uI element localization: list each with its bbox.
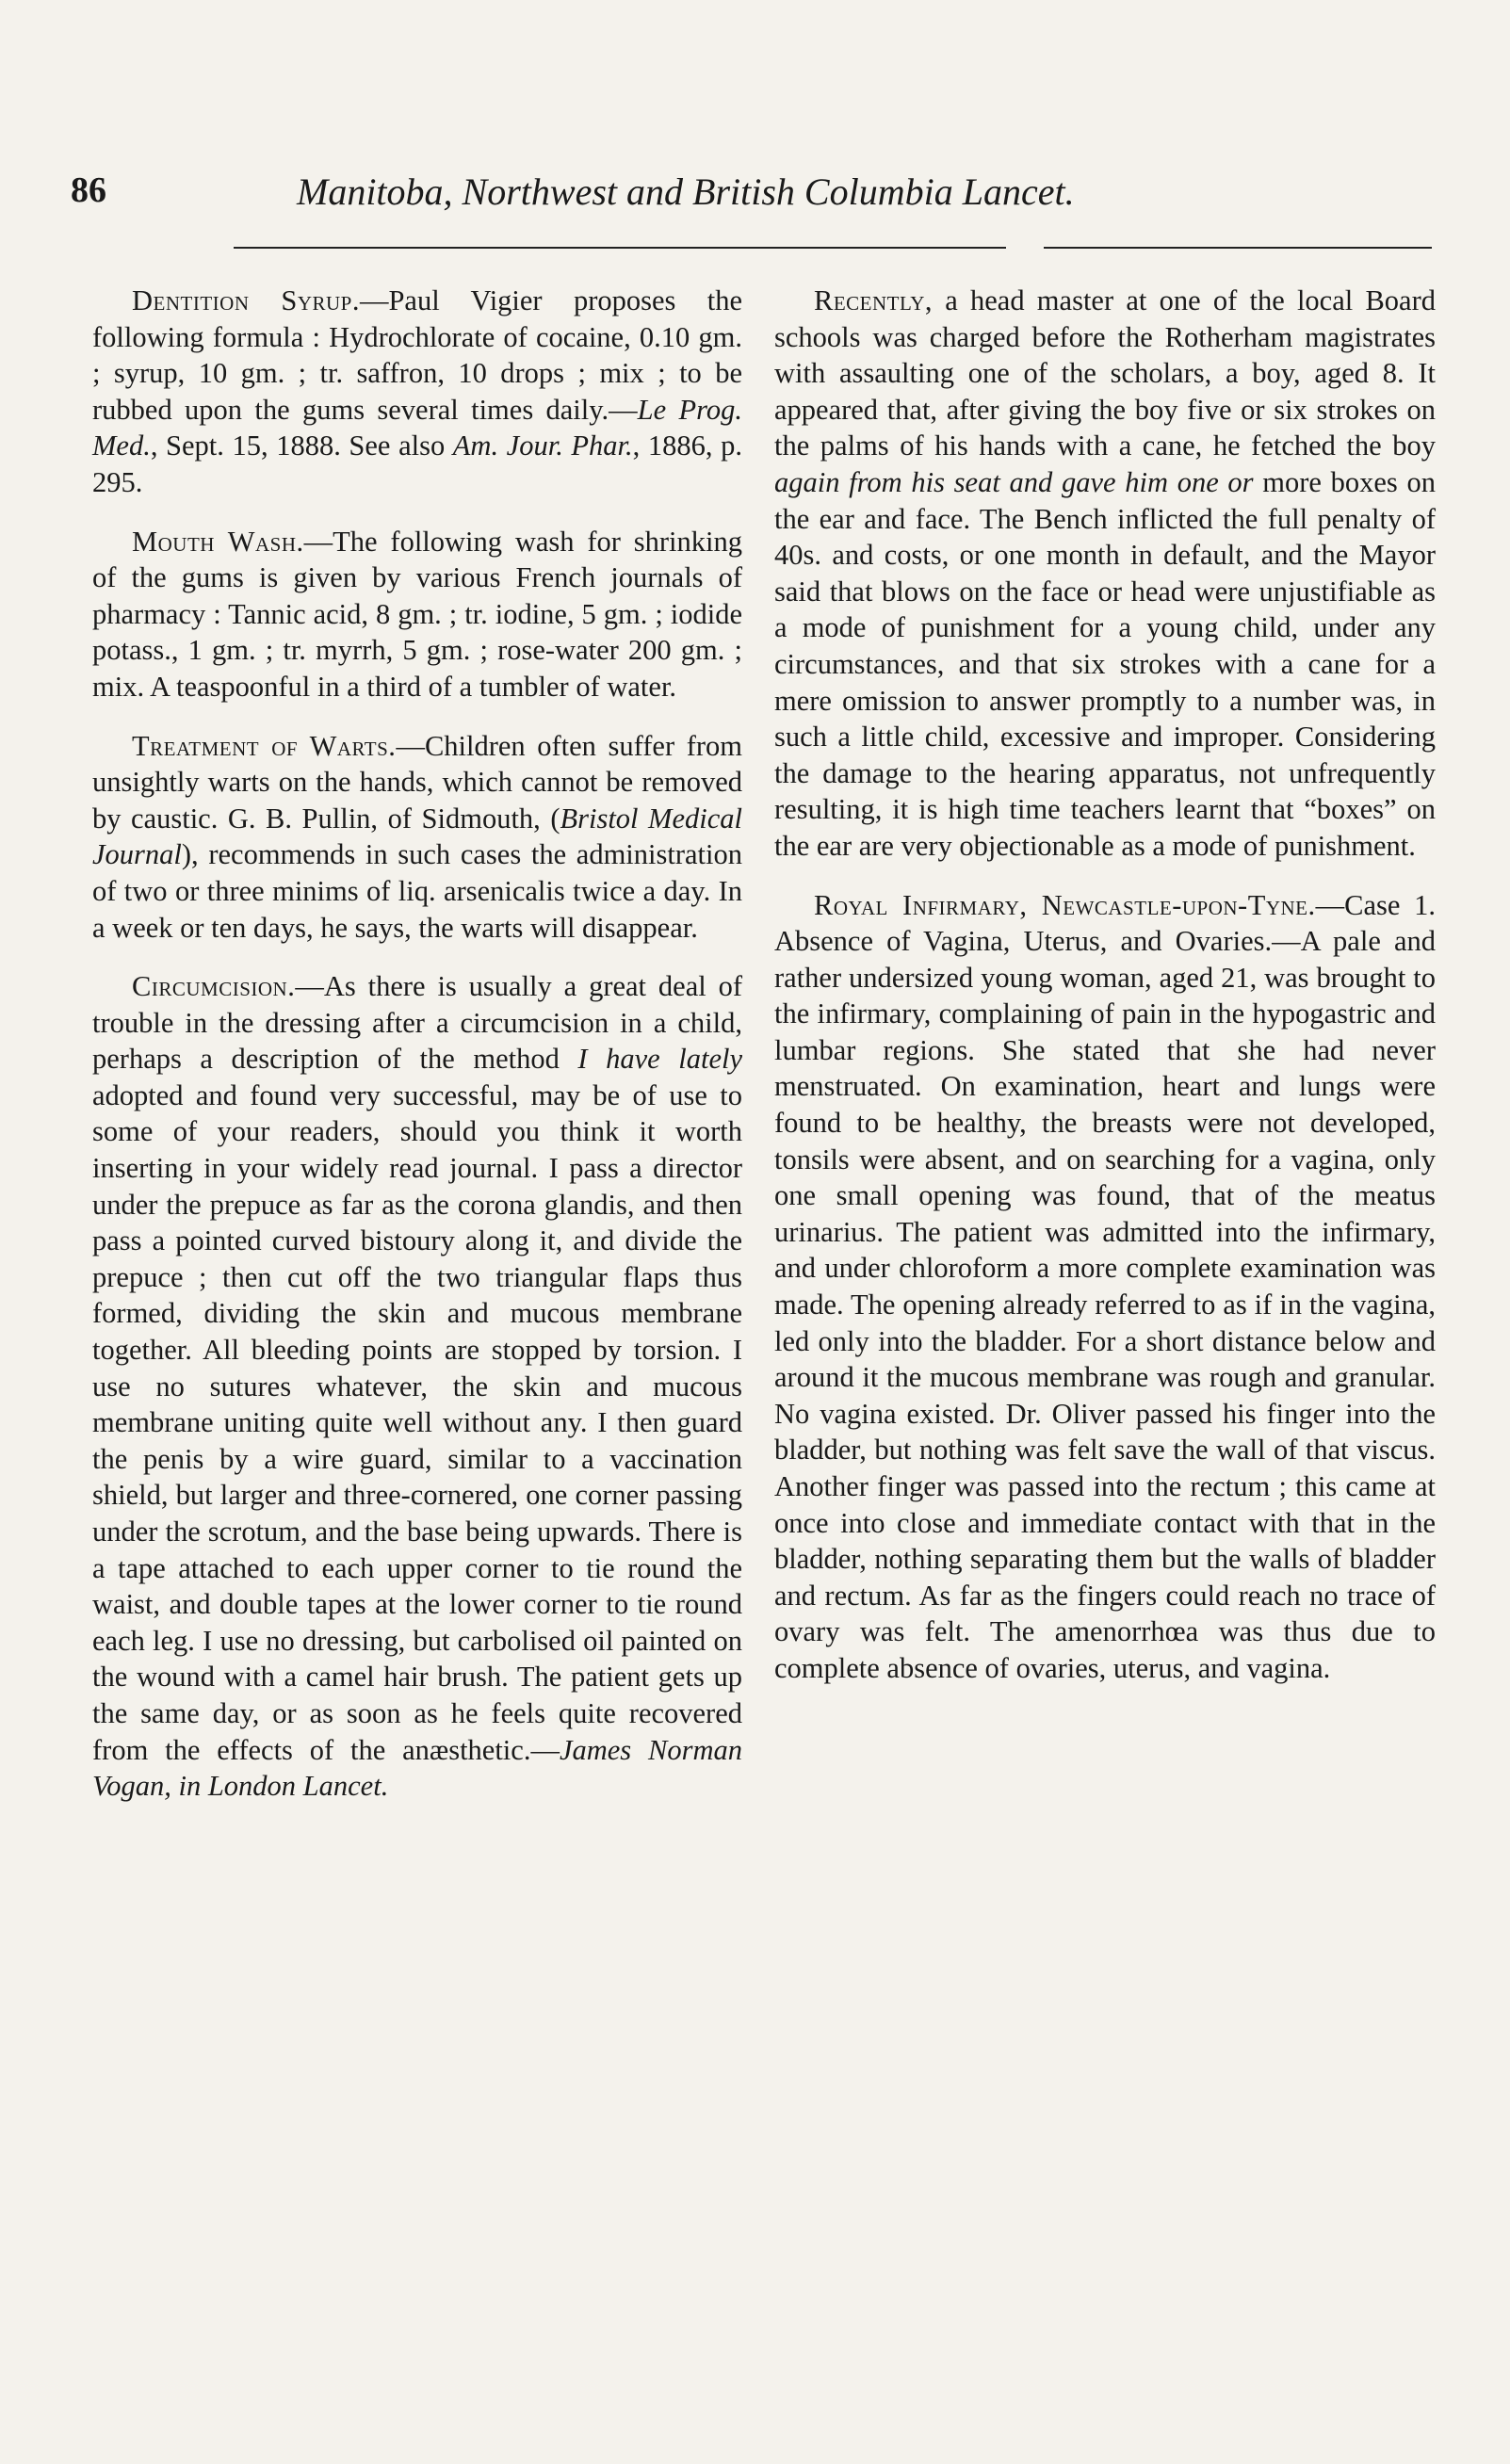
header-rule-left [234, 247, 1006, 249]
article-text: —Paul Vigier proposes the following formula : Hydrochlorate of cocaine, 0.10 gm. ; syrup, 10 gm. ; tr. saffron, 10 drops ; mix ; to be rubbed upon the gums several times daily.— [92, 284, 742, 426]
citation: James Norman Vogan, in London Lancet. [92, 1733, 742, 1803]
page-header [71, 170, 1437, 226]
left-column [92, 283, 742, 1827]
article-text: , Sept. 15, 1888. See also [150, 430, 453, 462]
right-column [774, 283, 1436, 1710]
article-text: ), recommends in such cases the administration of two or three minims of liq. arsenicalis twice a day. In a week or ten days, he says, the warts will disappear. [92, 838, 742, 944]
article-text: —As there is usually a great deal of trouble in the dressing after a circumcision in a child, perhaps a description of the method [92, 970, 742, 1076]
article-text: —The following wash for shrinking of the gums is given by various French journals of pharmacy : Tannic acid, 8 gm. ; tr. iodine, 5 gm. ; iodide potass., 1 gm. ; tr. myrrh, 5 gm. ; rose-water 200 gm. ; mix. A teaspoonful in a third of a tumbler of water. [92, 525, 742, 703]
article-heading: Circumcision. [132, 970, 296, 1003]
citation: Am. Jour. Phar. [452, 430, 633, 462]
header-rule-right [1044, 247, 1432, 249]
article-heading: Mouth Wash. [132, 525, 304, 558]
article-heading: Royal Infirmary, Newcastle-upon-Tyne. [814, 888, 1316, 921]
citation: Le Prog. Med. [92, 393, 742, 462]
article-circumcision [92, 968, 742, 1805]
running-title: Manitoba, Northwest and British Columbia Lancet. [297, 170, 1075, 213]
article-heading: Treatment of Warts. [132, 729, 397, 762]
article-text: adopted and found very successful, may be of use to some of your readers, should you think it worth inserting in your widely read journal. I pass a director under the prepuce as far as the corona glandis, and then pass a pointed curved bistoury along it, and divide the prepuce ; then cut off the two triangular flaps thus formed, dividing the skin and mucous membrane together. All bleeding points are stopped by torsion. I use no sutures whatever, the skin and mucous membrane uniting quite well without any. I then guard the penis by a wire guard, similar to a vaccination shield, but larger and three-cornered, one corner passing under the scrotum, and the base being upwards. There is a tape attached to each upper corner to tie round the waist, and double tapes at the lower corner to tie round each leg. I use no dressing, but carbolised oil painted on the wound with a camel hair brush. The patient gets up the same day, or as soon as he feels quite recovered from the effects of the anæsthetic.— [92, 1078, 742, 1766]
article-text: —Children often suffer from unsightly warts on the hands, which cannot be removed by caustic. G. B. Pullin, of Sidmouth, ( [92, 729, 742, 835]
article-heading: Dentition Syrup. [132, 284, 360, 316]
article-mouth-wash [92, 524, 742, 705]
article-recently [774, 283, 1436, 865]
article-text: more boxes on the ear and face. The Bench inflicted the full penalty of 40s. and costs, or one month in default, and the Mayor said that blows on the face or head were unjustifiable as a mode of punishment for a young child, under any circumstances, and that six strokes with a cane for a mere omission to answer promptly to a number was, in such a little child, excessive and improper. Considering the damage to the hearing apparatus, not unfrequently resulting, it is high time teachers learnt that “boxes” on the ear are very objectionable as a mode of punishment. [774, 465, 1437, 862]
article-royal-infirmary [774, 887, 1436, 1687]
article-text: —Case 1. Absence of Vagina, Uterus, and Ovaries.—A pale and rather undersized young woman, aged 21, was brought to the infirmary, complaining of pain in the hypogastric and lumbar regions. She stated that she had never menstruated. On examination, heart and lungs were found to be healthy, the breasts were not developed, tonsils were absent, and on searching for a vagina, only one small opening was found, that of the meatus urinarius. The patient was admitted into the infirmary, and under chloroform a more complete examination was made. The opening already referred to as if in the vagina, led only into the bladder. For a short distance below and around it the mucous membrane was rough and granular. No vagina existed. Dr. Oliver passed his finger into the bladder, but nothing was felt save the wall of that viscus. Another finger was passed into the rectum ; this came at once into close and immediate contact with that in the bladder, nothing separating them but the walls of bladder and rectum. As far as the fingers could reach no trace of ovary was felt. The amenorrhœa was thus due to complete absence of ovaries, uterus, and vagina. [774, 888, 1437, 1684]
article-heading: Recently, [814, 284, 934, 316]
page-number: 86 [71, 170, 106, 210]
emphasis: again from his seat and gave him one or [774, 465, 1254, 498]
emphasis: I have lately [577, 1043, 742, 1076]
article-text: a head master at one of the local Board schools was charged before the Rotherham magistrates with assaulting one of the scholars, a boy, aged 8. It appeared that, after giving the boy five or six strokes on the palms of his hands with a cane, he fetched the boy [774, 284, 1436, 462]
article-dentition-syrup [92, 283, 742, 501]
citation: Bristol Medical Journal [92, 802, 742, 871]
article-text: , 1886, p. 295. [92, 430, 742, 498]
article-treatment-of-warts [92, 728, 742, 947]
